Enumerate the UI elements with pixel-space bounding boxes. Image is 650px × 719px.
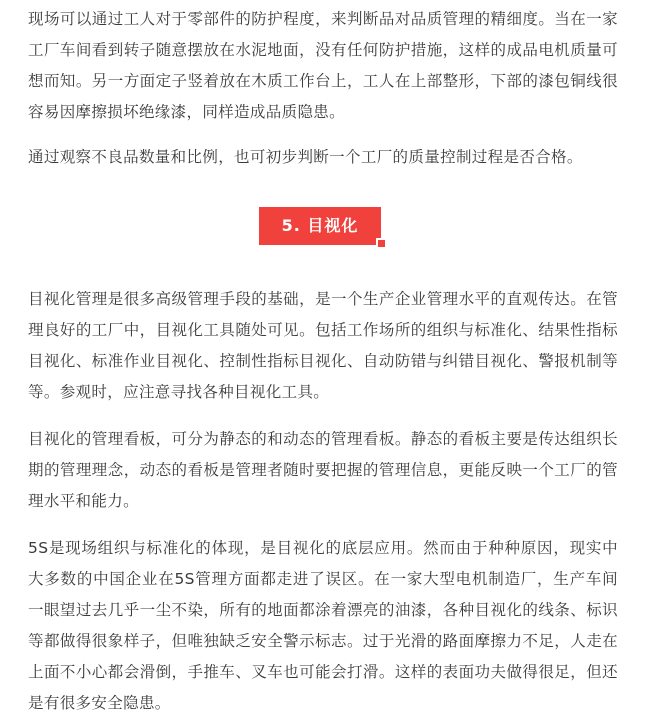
paragraph-5s: 5S是现场组织与标准化的体现，是目视化的底层应用。然而由于种种原因，现实中大多数的中国企业在5S管理方面都走进了误区。在一家大型电机制造厂，生产车间一眼望过去几乎一尘不染，所有的地面都涂着漂亮的油漆，各种目视化的线条、标识等都做得很象样子，但唯独缺乏安全警示标志。过于光滑的路面摩擦力不足，人走在上面不小心都会滑倒，手推车、叉车也可能会打滑。这样的表面功夫做得很足，但还是有很多安全隐患。 — [28, 539, 618, 712]
section-heading-block — [259, 207, 385, 247]
paragraph-component-protection: 现场可以通过工人对于零部件的防护程度，来判断品对品质管理的精细度。当在一家工厂车间看到转子随意摆放在水泥地面，没有任何防护措施，这样的成品电机质量可想而知。另一方面定子竖着放在木质工作台上，工人在上部整形，下部的漆包铜线很容易因摩擦损坏绝缘漆，同样造成品质隐患。 — [28, 10, 618, 121]
paragraph-management-boards: 目视化的管理看板，可分为静态的和动态的管理看板。静态的看板主要是传达组织长期的管理理念，动态的看板是管理者随时要把握的管理信息，更能反映一个工厂的管理水平和能力。 — [28, 430, 618, 510]
section-heading: 5. 目视化 — [259, 207, 381, 245]
paragraph-visual-management: 目视化管理是很多高级管理手段的基础，是一个生产企业管理水平的直观传达。在管理良好的工厂中，目视化工具随处可见。包括工作场所的组织与标准化、结果性指标目视化、标准作业目视化、控制性指标目视化、自动防错与纠错目视化、警报机制等等。参观时，应注意寻找各种目视化工具。 — [28, 290, 618, 401]
heading-corner-decoration — [378, 240, 385, 247]
paragraph-defect-ratio: 通过观察不良品数量和比例，也可初步判断一个工厂的质量控制过程是否合格。 — [28, 148, 583, 166]
